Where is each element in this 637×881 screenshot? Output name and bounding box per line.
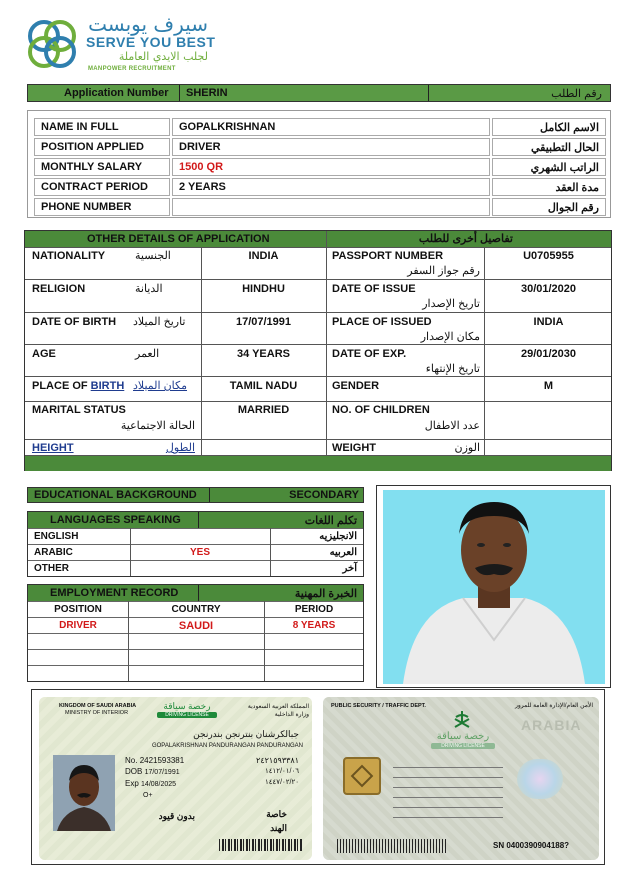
applicant-photo <box>376 485 611 688</box>
field-label-ar: الاسم الكامل <box>492 118 606 136</box>
date-of-issue-value: 30/01/2020 <box>520 283 577 295</box>
license-back <box>323 697 599 860</box>
date-of-issue-label-ar: تاريخ الإصدار <box>422 298 480 310</box>
children-label: NO. OF CHILDREN <box>332 404 430 416</box>
gender-value: M <box>543 380 554 392</box>
personal-row <box>34 198 606 216</box>
language-name-ar: الانجليزيه <box>319 531 357 542</box>
license-kingdom: KINGDOM OF SAUDI ARABIA <box>59 703 137 709</box>
license-title-ar: رخصة سياقة <box>163 701 211 711</box>
personal-row <box>34 118 606 136</box>
place-issued-label: PLACE OF ISSUED <box>332 316 432 328</box>
license-type-ar: خاصة <box>266 809 287 819</box>
license-name-ar: جبالكرشنان بنترنجن بندرنجن <box>193 729 299 739</box>
religion-label: RELIGION <box>32 283 86 295</box>
logo-arabic-name: سيرف يوبست <box>88 12 208 36</box>
nationality-label: NATIONALITY <box>32 250 106 262</box>
date-of-exp-label: DATE OF EXP. <box>332 348 407 360</box>
employment-header-period: PERIOD <box>294 604 334 615</box>
license-name: GOPALAKRISHNAN PANDURANGAN PANDURANGAN <box>151 743 303 749</box>
education-row <box>27 487 364 503</box>
license-hologram-icon <box>517 759 563 799</box>
employment-cell: 8 YEARS <box>292 620 336 631</box>
passport-value: U0705955 <box>523 250 574 262</box>
license-dept-ar: الأمن العام/الإدارة العامة للمرور <box>515 703 593 709</box>
employment-header-country: COUNTRY <box>171 604 221 615</box>
employment-title: EMPLOYMENT RECORD <box>50 587 179 599</box>
employment-header-position: POSITION <box>54 604 102 615</box>
field-label-ar: رقم الجوال <box>492 198 606 216</box>
gender-label: GENDER <box>332 380 380 392</box>
education-value: SECONDARY <box>289 489 359 501</box>
passport-label-ar: رقم جواز السفر <box>407 265 480 277</box>
children-label-ar: عدد الاطفال <box>424 420 480 432</box>
license-no: 2421593381 <box>139 756 185 765</box>
nationality-value: INDIA <box>248 250 279 262</box>
field-label-ar: الحال التطبيقي <box>492 138 606 156</box>
license-barcode <box>219 839 303 851</box>
license-no-ar: ٢٤٢١٥٩٣٣٨١ <box>256 756 299 765</box>
license-emblem-icon <box>451 709 473 731</box>
application-number-bar <box>27 84 611 102</box>
other-details-footer <box>25 456 611 471</box>
dob-label: DATE OF BIRTH <box>32 316 117 328</box>
personal-row <box>34 178 606 196</box>
marital-status-label: MARITAL STATUS <box>32 404 126 416</box>
license-serial: SN 0400390904188? <box>493 841 570 850</box>
place-of-birth-value: TAMIL NADU <box>229 380 298 392</box>
place-issued-value: INDIA <box>533 316 564 328</box>
employment-cell: DRIVER <box>59 620 97 631</box>
license-holder-photo <box>53 755 115 831</box>
field-label: CONTRACT PERIOD <box>34 178 170 196</box>
license-chip-icon <box>343 757 381 795</box>
religion-value: HINDHU <box>242 283 285 295</box>
logo-english-name: SERVE YOU BEST <box>86 34 216 50</box>
license-title: DRIVING LICENSE <box>157 712 217 718</box>
weight-label-ar: الوزن <box>454 442 480 454</box>
license-back-title-ar: رخصة سياقة <box>436 731 490 742</box>
application-number-label: Application Number <box>64 87 169 99</box>
field-label: PHONE NUMBER <box>34 198 170 216</box>
place-of-birth-label: PLACE OF BIRTH <box>32 380 125 392</box>
nationality-label-ar: الجنسية <box>135 250 171 262</box>
language-value: YES <box>189 547 210 558</box>
age-value: 34 YEARS <box>237 348 290 360</box>
languages-title: LANGUAGES SPEAKING <box>50 514 181 526</box>
logo-arabic-sub: لجلب الايدي العاملة <box>118 50 208 63</box>
height-label-ar: الطول <box>165 442 195 454</box>
personal-row <box>34 158 606 176</box>
other-details-title-ar: تفاصيل أخرى للطلب <box>418 233 513 245</box>
license-restriction-ar: بدون قيود <box>158 811 195 821</box>
license-dob: 17/07/1991 <box>144 769 180 776</box>
field-value: DRIVER <box>172 138 490 156</box>
languages-table <box>27 511 364 577</box>
field-value: GOPALKRISHNAN <box>172 118 490 136</box>
company-logo <box>22 14 282 78</box>
language-name-ar: آخر <box>342 563 357 574</box>
dob-value: 17/07/1991 <box>235 316 292 328</box>
marital-status-value: MARRIED <box>237 404 290 416</box>
age-label: AGE <box>32 348 56 360</box>
language-name: OTHER <box>34 563 69 574</box>
license-exp-hijri: ١٤٤٧/٠٢/٢٠ <box>265 779 299 786</box>
personal-row <box>34 138 606 156</box>
date-of-exp-value: 29/01/2030 <box>520 348 577 360</box>
field-value: 2 YEARS <box>172 178 490 196</box>
license-nationality-ar: الهند <box>270 823 287 833</box>
license-ministry-ar: وزارة الداخلية <box>274 712 309 718</box>
license-blood-group: O+ <box>143 792 153 799</box>
employment-title-ar: الخبرة المهنية <box>294 588 357 600</box>
field-value <box>172 198 490 216</box>
license-back-barcode <box>337 839 447 853</box>
dob-label-ar: تاريخ الميلاد <box>133 316 186 328</box>
license-dob-label: DOB <box>125 767 143 776</box>
license-dept: PUBLIC SECURITY / TRAFFIC DEPT. <box>331 703 426 709</box>
field-label: MONTHLY SALARY <box>34 158 170 176</box>
employment-table <box>27 584 364 682</box>
language-name: ARABIC <box>34 547 73 558</box>
date-of-exp-label-ar: تاريخ الإنتهاء <box>425 363 480 375</box>
language-name-ar: العربيه <box>329 547 357 558</box>
place-of-birth-label-ar: مكان الميلاد <box>133 380 188 392</box>
field-label: NAME IN FULL <box>34 118 170 136</box>
personal-details <box>27 110 611 218</box>
date-of-issue-label: DATE OF ISSUE <box>332 283 416 295</box>
license-dob-hijri: ١٤١٢/٠١/٠٦ <box>265 768 299 775</box>
logo-english-sub: MANPOWER RECRUITMENT <box>88 66 176 72</box>
application-number-value: SHERIN <box>186 87 228 99</box>
license-back-title: DRIVING LICENSE <box>431 743 495 749</box>
height-label: HEIGHT <box>32 442 74 454</box>
place-issued-label-ar: مكان الإصدار <box>420 331 480 343</box>
driving-license-scans <box>31 689 605 865</box>
other-details-section <box>24 230 612 471</box>
age-label-ar: العمر <box>135 348 160 360</box>
weight-label: WEIGHT <box>332 442 376 454</box>
religion-label-ar: الديانة <box>135 283 163 295</box>
marital-status-label-ar: الحالة الاجتماعية <box>120 420 195 432</box>
license-no-label: No. <box>125 756 138 765</box>
license-ministry: MINISTRY OF INTERIOR <box>65 710 129 716</box>
application-number-label-ar: رقم الطلب <box>551 88 602 100</box>
field-value: 1500 QR <box>172 158 490 176</box>
license-exp-label: Exp <box>125 779 139 788</box>
field-label-ar: مدة العقد <box>492 178 606 196</box>
license-front <box>39 697 312 860</box>
passport-label: PASSPORT NUMBER <box>332 250 444 262</box>
education-label: EDUCATIONAL BACKGROUND <box>34 489 197 501</box>
languages-title-ar: تكلم اللغات <box>304 515 357 527</box>
license-watermark: ARABIA <box>521 717 582 733</box>
license-exp: 14/08/2025 <box>141 781 177 788</box>
field-label-ar: الراتب الشهري <box>492 158 606 176</box>
language-name: ENGLISH <box>34 531 79 542</box>
other-details-title: OTHER DETAILS OF APPLICATION <box>87 233 270 245</box>
field-label: POSITION APPLIED <box>34 138 170 156</box>
license-kingdom-ar: المملكة العربية السعودية <box>247 704 309 710</box>
employment-cell: SAUDI <box>178 620 214 632</box>
logo-emblem-icon <box>22 14 82 74</box>
